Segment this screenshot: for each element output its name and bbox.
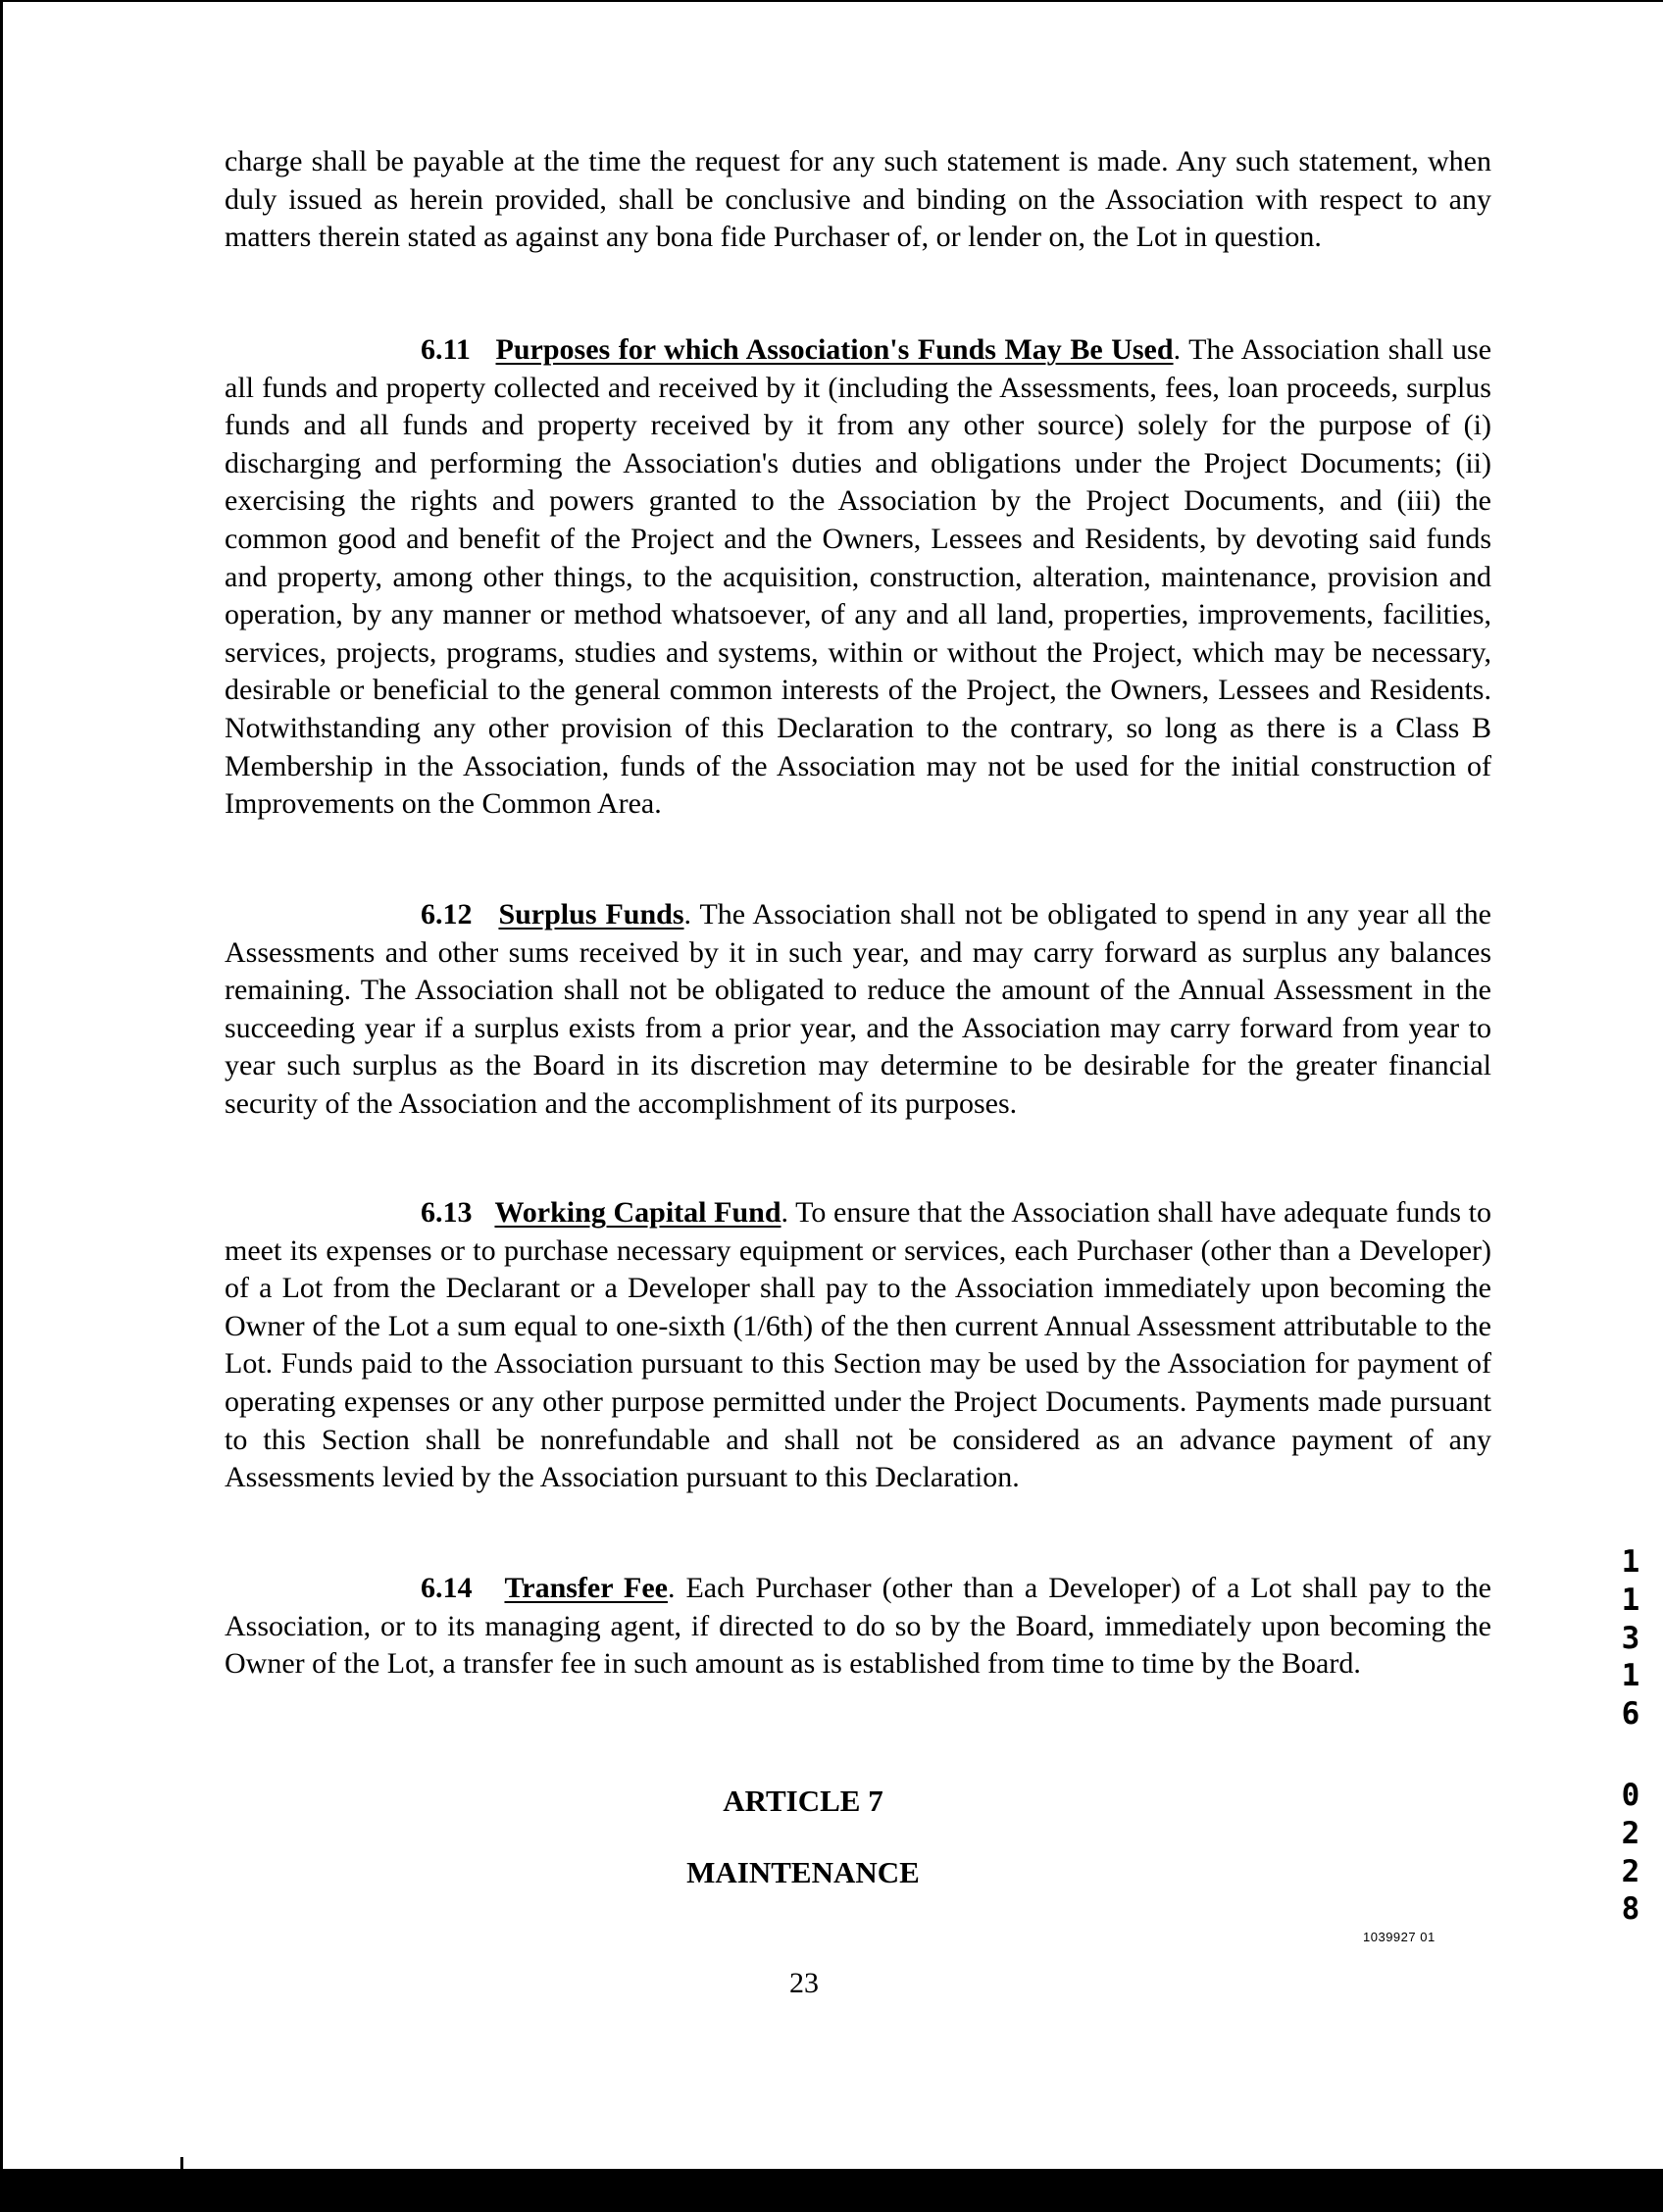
recording-number-stamp	[1616, 1543, 1645, 1929]
recording-digit: 2	[1621, 1853, 1640, 1889]
section-title: Transfer Fee	[504, 1572, 668, 1604]
section-6-12	[225, 896, 1491, 1124]
article-label: ARTICLE 7	[723, 1784, 883, 1818]
section-number: 6.12	[421, 898, 473, 930]
section-6-13	[225, 1194, 1491, 1497]
section-body: . The Association shall use all funds and property collected and received by it (including the Assessments, fees, loan proceeds, surplus funds and all funds and property received by it from any other source) solely for the purpose of (i) discharging and performing the Association's duties and obligations under the Project Documents; (ii) exercising the rights and powers granted to the Association by the Project Documents, and (iii) the common good and benefit of the Project and the Owners, Lessees and Residents, by devoting said funds and property, among other things, to the acquisition, construction, alteration, maintenance, provision and operation, by any manner or method whatsoever, of any and all land, properties, improvements, facilities, services, projects, programs, studies and systems, within or without the Project, which may be necessary, desirable or beneficial to the general common interests of the Project, the Owners, Lessees and Residents. Notwithstanding any other provision of this Declaration to the contrary, so long as there is a Class B Membership in the Association, funds of the Association may not be used for the initial construction of Improvements on the Common Area.	[225, 333, 1492, 821]
section-number: 6.11	[421, 333, 471, 366]
section-body: . The Association shall not be obligated to spend in any year all the Assessments and other sums received by it in such year, and may carry forward as surplus any balances remaining. The Association shall not be obligated to reduce the amount of the Annual Assessment in the succeeding year if a surplus exists from a prior year, and the Association may carry forward from year to year such surplus as the Board in its discretion may determine to be desirable for the greater financial security of the Association and the accomplishment of its purposes.	[225, 898, 1491, 1120]
section-title: Surplus Funds	[498, 898, 684, 930]
scan-bottom-band	[0, 2169, 1663, 2212]
scan-top-border	[0, 0, 1663, 2]
recording-digit: 1	[1621, 1658, 1640, 1694]
recording-digit: 0	[1621, 1777, 1640, 1813]
recording-digit: 2	[1621, 1815, 1640, 1851]
recording-digit: 6	[1621, 1696, 1640, 1733]
section-6-14	[225, 1570, 1491, 1684]
section-title: Working Capital Fund	[494, 1196, 781, 1229]
page-number: 23	[789, 1967, 819, 1999]
recording-digit: 1	[1621, 1582, 1640, 1618]
section-body: . Each Purchaser (other than a Developer) of a Lot shall pay to the Association, or to its managing agent, if directed to do so by the Board, immediately upon becoming the Owner of the Lot, a transfer fee in such amount as is established from time to time by the Board.	[225, 1572, 1491, 1681]
section-6-11	[225, 331, 1491, 824]
recording-digit: 1	[1621, 1544, 1640, 1580]
section-body: . To ensure that the Association shall have adequate funds to meet its expenses or to purchase necessary equipment or services, each Purchaser (other than a Developer) of a Lot from the Declarant or a Developer shall pay to the Association immediately upon becoming the Owner of the Lot a sum equal to one-sixth (1/6th) of the then current Annual Assessment attributable to the Lot. Funds paid to the Association pursuant to this Section may be used by the Association for payment of operating expenses or any other purpose permitted under the Project Documents. Payments made pursuant to this Section shall be nonrefundable and shall not be considered as an advance payment of any Assessments levied by the Association pursuant to this Declaration.	[225, 1196, 1491, 1494]
scan-bottom-tick	[180, 2157, 183, 2169]
section-number: 6.13	[421, 1196, 473, 1229]
recording-digit: 3	[1621, 1620, 1640, 1656]
section-title: Purposes for which Association's Funds May Be Used	[495, 333, 1174, 366]
continuation-paragraph: charge shall be payable at the time the request for any such statement is made. Any such statement, when duly issued as herein provided, shall be conclusive and binding on the Association with respect to any matters therein stated as against any bona fide Purchaser of, or lender on, the Lot in question.	[225, 145, 1491, 254]
section-number: 6.14	[421, 1572, 473, 1604]
document-id: 1039927 01	[1363, 1930, 1436, 1944]
recording-digit: 8	[1621, 1891, 1640, 1928]
scan-left-border	[0, 0, 3, 2212]
article-title: MAINTENANCE	[686, 1855, 920, 1889]
